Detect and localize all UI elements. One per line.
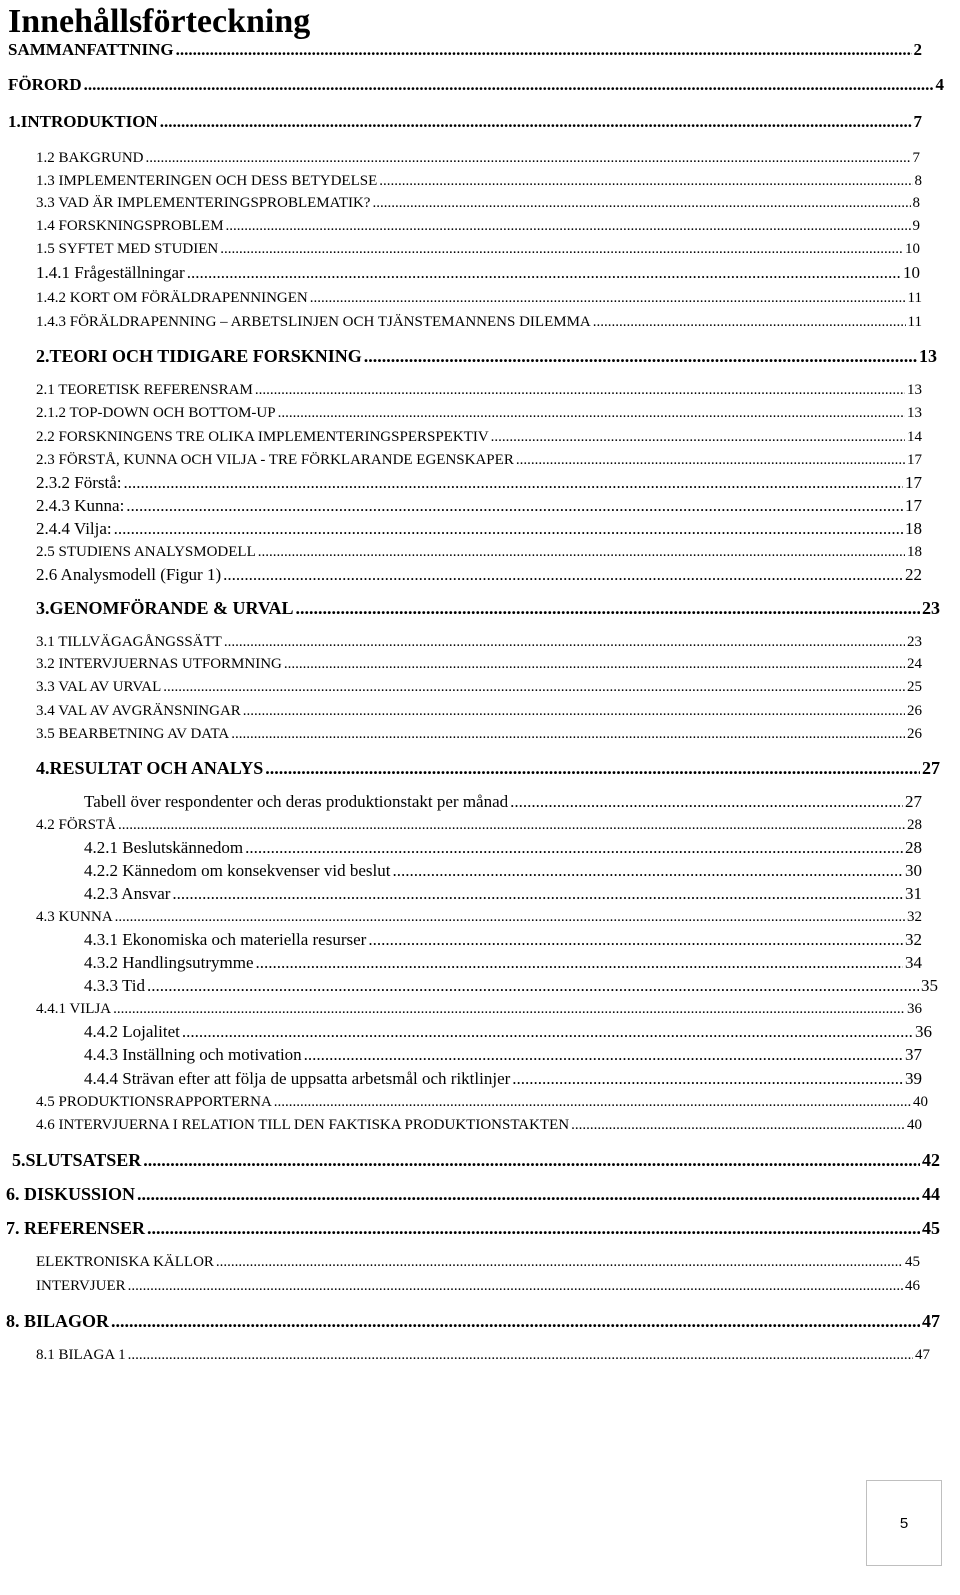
toc-entry-page: 26 xyxy=(907,726,922,742)
dot-leader xyxy=(84,75,934,95)
toc-entry-page: 22 xyxy=(905,565,922,584)
toc-entry-title: 1.4.3 FÖRÄLDRAPENNING – ARBETSLINJEN OCH TJÄNSTEMANNENS DILEMMA xyxy=(36,314,591,330)
toc-entry-page: 40 xyxy=(907,1117,922,1133)
dot-leader xyxy=(118,815,905,835)
dot-leader xyxy=(113,999,905,1019)
toc-entry-title: 2.4.4 Vilja: xyxy=(36,519,112,538)
dot-leader xyxy=(304,1045,903,1065)
toc-entry[interactable] xyxy=(36,758,940,778)
dot-leader xyxy=(182,1022,913,1042)
dot-leader xyxy=(123,473,903,493)
toc-entry-page: 47 xyxy=(915,1347,930,1363)
toc-entry[interactable] xyxy=(36,1276,920,1296)
dot-leader xyxy=(284,654,905,674)
toc-entry[interactable] xyxy=(8,112,922,132)
toc-entry-page: 34 xyxy=(905,953,922,972)
toc-entry-title: 2.5 STUDIENS ANALYSMODELL xyxy=(36,544,256,560)
toc-entry[interactable] xyxy=(36,598,940,618)
toc-entry-page: 42 xyxy=(922,1150,940,1170)
toc-entry[interactable] xyxy=(6,1218,940,1238)
toc-entry[interactable] xyxy=(36,907,922,927)
toc-entry[interactable] xyxy=(36,1115,922,1135)
toc-entry-title: 4.4.1 VILJA xyxy=(36,1001,112,1017)
toc-entry-page: 11 xyxy=(907,290,922,306)
toc-entry-page: 27 xyxy=(922,758,940,778)
dot-leader xyxy=(176,40,912,60)
dot-leader xyxy=(364,346,917,366)
toc-entry-title: 8.1 BILAGA 1 xyxy=(36,1347,126,1363)
dot-leader xyxy=(137,1184,920,1204)
toc-entry[interactable] xyxy=(36,216,920,236)
toc-entry-title: 3.1 TILLVÄGAGÅNGSSÄTT xyxy=(36,634,222,650)
toc-entry-page: 28 xyxy=(905,838,922,857)
toc-entry-title: 4.6 INTERVJUERNA I RELATION TILL DEN FAKTISKA PRODUKTIONSTAKTEN xyxy=(36,1117,570,1133)
dot-leader xyxy=(128,1276,903,1296)
toc-entry-title: 1.INTRODUKTION xyxy=(8,112,158,131)
toc-entry[interactable] xyxy=(84,953,922,973)
toc-entry-title: 2.TEORI OCH TIDIGARE FORSKNING xyxy=(36,346,362,366)
toc-entry-title: 4.2.2 Kännedom om konsekvenser vid beslut xyxy=(84,861,391,880)
toc-entry[interactable] xyxy=(36,312,922,332)
toc-entry-page: 39 xyxy=(905,1069,922,1088)
dot-leader xyxy=(278,403,905,423)
toc-entry[interactable] xyxy=(8,40,922,60)
toc-entry-title: 5.SLUTSATSER xyxy=(12,1150,142,1170)
dot-leader xyxy=(224,632,905,652)
toc-entry-title: INTERVJUER xyxy=(36,1278,126,1294)
toc-entry-title: 1.2 BAKGRUND xyxy=(36,150,144,166)
dot-leader xyxy=(223,565,903,585)
toc-entry-title: 3.2 INTERVJUERNAS UTFORMNING xyxy=(36,656,282,672)
dot-leader xyxy=(571,1115,905,1135)
toc-entry[interactable] xyxy=(84,930,922,950)
toc-entry-title: 4.5 PRODUKTIONSRAPPORTERNA xyxy=(36,1094,272,1110)
toc-entry-title: 4.2 FÖRSTÅ xyxy=(36,817,117,833)
toc-entry-title: 4.3.2 Handlingsutrymme xyxy=(84,953,254,972)
dot-leader xyxy=(510,792,903,812)
toc-entry-page: 10 xyxy=(903,263,920,282)
toc-entry-page: 46 xyxy=(905,1278,920,1294)
dot-leader xyxy=(143,1150,920,1170)
toc-entry-title: 2.2 FORSKNINGENS TRE OLIKA IMPLEMENTERINGSPERSPEKTIV xyxy=(36,429,489,445)
toc-entry-page: 17 xyxy=(905,473,922,492)
toc-entry[interactable] xyxy=(36,632,922,652)
toc-entry[interactable] xyxy=(6,1311,940,1331)
toc-entry[interactable] xyxy=(84,838,922,858)
toc-entry[interactable] xyxy=(36,565,922,585)
dot-leader xyxy=(146,148,911,168)
toc-entry-title: 6. DISKUSSION xyxy=(6,1184,136,1204)
toc-entry-page: 8 xyxy=(912,195,920,211)
toc-entry-title: ELEKTRONISKA KÄLLOR xyxy=(36,1254,214,1270)
toc-entry-title: 1.5 SYFTET MED STUDIEN xyxy=(36,241,219,257)
dot-leader xyxy=(256,953,903,973)
toc-entry[interactable] xyxy=(36,496,922,516)
dot-leader xyxy=(243,701,905,721)
toc-entry[interactable] xyxy=(36,403,922,423)
toc-entry[interactable] xyxy=(36,1345,930,1365)
toc-entry-page: 47 xyxy=(922,1311,940,1331)
toc-entry-page: 23 xyxy=(922,598,940,618)
toc-entry-page: 44 xyxy=(922,1184,940,1204)
dot-leader xyxy=(216,1252,903,1272)
dot-leader xyxy=(368,930,903,950)
toc-entry[interactable] xyxy=(6,1184,940,1204)
toc-entry-title: Tabell över respondenter och deras produktionstakt per månad xyxy=(84,792,509,811)
toc-entry[interactable] xyxy=(36,815,922,835)
toc-entry-page: 32 xyxy=(905,930,922,949)
toc-entry[interactable] xyxy=(36,171,922,191)
page-number: 5 xyxy=(866,1480,942,1566)
dot-leader xyxy=(296,598,920,618)
toc-entry[interactable] xyxy=(12,1150,940,1170)
dot-leader xyxy=(126,496,903,516)
dot-leader xyxy=(231,724,905,744)
toc-entry-title: 2.4.3 Kunna: xyxy=(36,496,125,515)
toc-entry-title: 2.3 FÖRSTÅ, KUNNA OCH VILJA - TRE FÖRKLARANDE EGENSKAPER xyxy=(36,452,514,468)
dot-leader xyxy=(593,312,906,332)
toc-entry[interactable] xyxy=(36,427,922,447)
toc-entry-title: 3.3 VAD ÄR IMPLEMENTERINGSPROBLEMATIK? xyxy=(36,195,371,211)
toc-entry-title: 3.GENOMFÖRANDE & URVAL xyxy=(36,598,294,618)
dot-leader xyxy=(516,450,905,470)
toc-entry-page: 14 xyxy=(907,429,922,445)
dot-leader xyxy=(128,1345,913,1365)
dot-leader xyxy=(172,884,903,904)
toc-entry-page: 36 xyxy=(915,1022,932,1041)
toc-entry-title: FÖRORD xyxy=(8,75,82,94)
toc-entry-page: 17 xyxy=(907,452,922,468)
toc-entry[interactable] xyxy=(36,1252,920,1272)
toc-entry-page: 11 xyxy=(907,314,922,330)
toc-entry[interactable] xyxy=(36,380,922,400)
toc-entry-page: 40 xyxy=(913,1094,928,1110)
toc-entry[interactable] xyxy=(36,519,922,539)
toc-entry[interactable] xyxy=(36,263,920,283)
dot-leader xyxy=(220,239,903,259)
toc-entry[interactable] xyxy=(36,346,937,366)
toc-entry[interactable] xyxy=(36,288,922,308)
toc-entry[interactable] xyxy=(36,677,922,697)
toc-entry-title: 4.RESULTAT OCH ANALYS xyxy=(36,758,264,778)
toc-entry-page: 30 xyxy=(905,861,922,880)
toc-entry-page: 13 xyxy=(919,346,937,366)
toc-entry-title: 2.1 TEORETISK REFERENSRAM xyxy=(36,382,253,398)
dot-leader xyxy=(491,427,905,447)
toc-entry-title: 1.3 IMPLEMENTERINGEN OCH DESS BETYDELSE xyxy=(36,173,378,189)
toc-entry-page: 13 xyxy=(907,382,922,398)
dot-leader xyxy=(115,907,905,927)
toc-entry[interactable] xyxy=(84,884,922,904)
toc-entry[interactable] xyxy=(36,450,922,470)
toc-entry[interactable] xyxy=(36,542,922,562)
toc-entry-page: 32 xyxy=(907,909,922,925)
toc-entry-page: 10 xyxy=(905,241,920,257)
toc-entry[interactable] xyxy=(84,861,922,881)
toc-entry-title: 1.4.2 KORT OM FÖRÄLDRAPENNINGEN xyxy=(36,290,308,306)
dot-leader xyxy=(226,216,911,236)
toc-entry-page: 27 xyxy=(905,792,922,811)
dot-leader xyxy=(255,380,905,400)
toc-entry[interactable] xyxy=(36,701,922,721)
toc-entry[interactable] xyxy=(84,1022,932,1042)
toc-entry-title: 2.1.2 TOP-DOWN OCH BOTTOM-UP xyxy=(36,405,276,421)
dot-leader xyxy=(111,1311,920,1331)
toc-entry[interactable] xyxy=(8,75,944,95)
toc-entry-page: 45 xyxy=(905,1254,920,1270)
toc-entry-title: 4.2.1 Beslutskännedom xyxy=(84,838,244,857)
dot-leader xyxy=(392,861,903,881)
toc-entry-title: 2.6 Analysmodell (Figur 1) xyxy=(36,565,222,584)
toc-entry[interactable] xyxy=(36,148,920,168)
toc-entry-page: 23 xyxy=(907,634,922,650)
toc-entry[interactable] xyxy=(84,976,938,996)
toc-entry-title: 8. BILAGOR xyxy=(6,1311,110,1331)
dot-leader xyxy=(379,171,912,191)
toc-entry-page: 2 xyxy=(913,40,922,59)
dot-leader xyxy=(147,1218,920,1238)
toc-entry-page: 26 xyxy=(907,703,922,719)
toc-entry[interactable] xyxy=(36,724,922,744)
toc-entry-page: 24 xyxy=(907,656,922,672)
dot-leader xyxy=(372,193,910,213)
toc-entry[interactable] xyxy=(36,193,920,213)
dot-leader xyxy=(163,677,905,697)
dot-leader xyxy=(245,838,903,858)
toc-entry-page: 4 xyxy=(935,75,944,94)
toc-entry[interactable] xyxy=(36,473,922,493)
toc-entry-title: 1.4 FORSKNINGSPROBLEM xyxy=(36,218,224,234)
toc-entry-title: 4.3 KUNNA xyxy=(36,909,113,925)
toc-entry-title: SAMMANFATTNING xyxy=(8,40,174,59)
toc-entry-page: 17 xyxy=(905,496,922,515)
toc-entry[interactable] xyxy=(36,999,922,1019)
dot-leader xyxy=(265,758,920,778)
toc-entry-title: 3.5 BEARBETNING AV DATA xyxy=(36,726,230,742)
toc-entry[interactable] xyxy=(84,792,922,812)
toc-entry[interactable] xyxy=(36,1092,928,1112)
dot-leader xyxy=(160,112,912,132)
toc-entry-title: 4.2.3 Ansvar xyxy=(84,884,171,903)
toc-entry[interactable] xyxy=(36,239,920,259)
dot-leader xyxy=(258,542,905,562)
toc-entry-page: 31 xyxy=(905,884,922,903)
toc-entry-page: 18 xyxy=(907,544,922,560)
dot-leader xyxy=(114,519,903,539)
toc-entry-title: 7. REFERENSER xyxy=(6,1218,146,1238)
toc-entry-page: 28 xyxy=(907,817,922,833)
toc-entry-title: 3.4 VAL AV AVGRÄNSNINGAR xyxy=(36,703,241,719)
toc-entry-page: 35 xyxy=(921,976,938,995)
toc-entry-title: 4.4.4 Strävan efter att följa de uppsatta arbetsmål och riktlinjer xyxy=(84,1069,511,1088)
page-title: Innehållsförteckning xyxy=(8,3,311,40)
toc-entry-title: 1.4.1 Frågeställningar xyxy=(36,263,185,282)
toc-entry-page: 8 xyxy=(914,173,922,189)
toc-entry-page: 18 xyxy=(905,519,922,538)
toc-entry-page: 7 xyxy=(913,112,922,131)
toc-entry-page: 7 xyxy=(912,150,920,166)
toc-entry-title: 4.4.2 Lojalitet xyxy=(84,1022,180,1041)
dot-leader xyxy=(187,263,901,283)
toc-entry-title: 3.3 VAL AV URVAL xyxy=(36,679,162,695)
toc-entry-page: 37 xyxy=(905,1045,922,1064)
dot-leader xyxy=(310,288,906,308)
toc-entry-page: 36 xyxy=(907,1001,922,1017)
dot-leader xyxy=(274,1092,911,1112)
toc-entry-title: 4.3.1 Ekonomiska och materiella resurser xyxy=(84,930,367,949)
toc-entry-page: 9 xyxy=(912,218,920,234)
dot-leader xyxy=(147,976,919,996)
toc-entry-page: 25 xyxy=(907,679,922,695)
toc-entry[interactable] xyxy=(84,1045,922,1065)
dot-leader xyxy=(512,1069,903,1089)
toc-entry-title: 4.3.3 Tid xyxy=(84,976,145,995)
toc-entry[interactable] xyxy=(84,1069,922,1089)
toc-entry-title: 2.3.2 Förstå: xyxy=(36,473,122,492)
toc-entry-page: 45 xyxy=(922,1218,940,1238)
toc-entry[interactable] xyxy=(36,654,922,674)
toc-entry-page: 13 xyxy=(907,405,922,421)
toc-entry-title: 4.4.3 Inställning och motivation xyxy=(84,1045,302,1064)
